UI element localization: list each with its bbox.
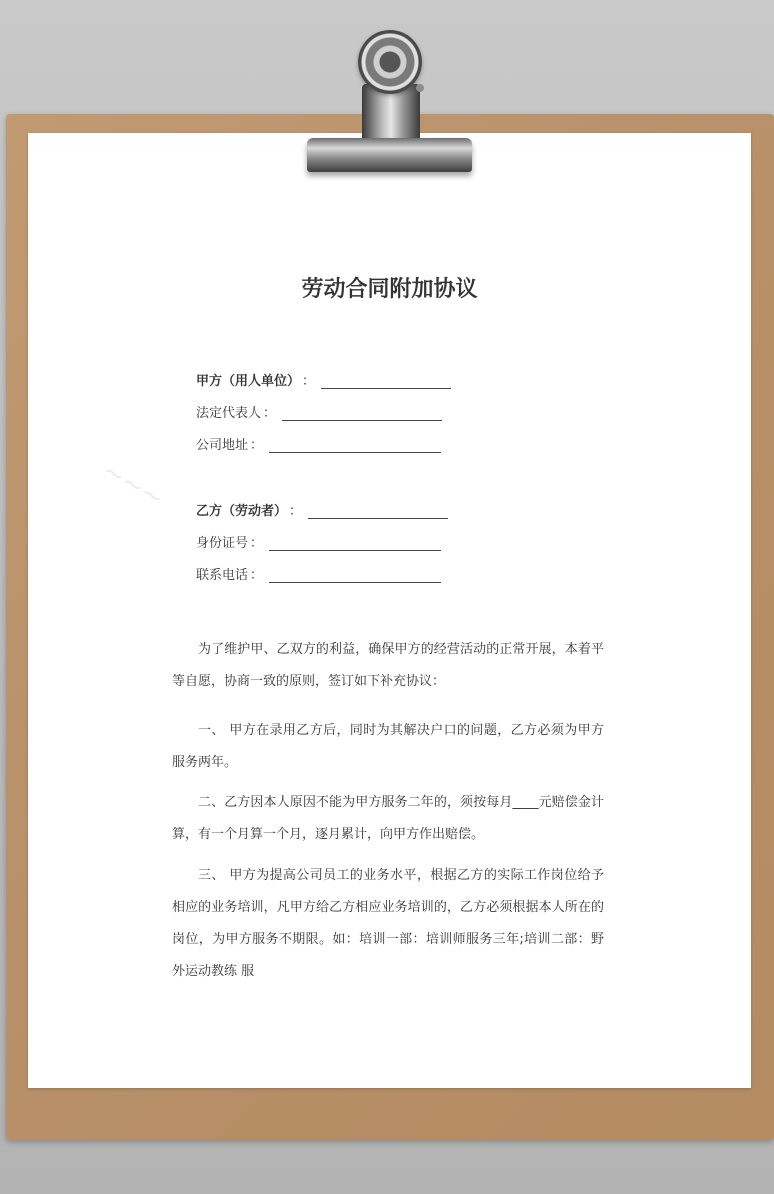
intro-paragraph: 为了维护甲、乙双方的利益，确保甲方的经营活动的正常开展，本着平等自愿，协商一致的原则，签订如下补充协议： bbox=[172, 642, 604, 689]
party-a-address-blank[interactable] bbox=[269, 438, 441, 453]
party-b-id-field bbox=[196, 532, 441, 551]
party-a-rep-blank[interactable] bbox=[282, 406, 442, 421]
document-title: 劳动合同附加协议 bbox=[301, 277, 478, 302]
party-a-rep-field bbox=[196, 402, 442, 421]
binder-clip bbox=[307, 138, 472, 172]
party-a-name-blank[interactable] bbox=[321, 374, 451, 389]
clip-pin bbox=[416, 84, 424, 92]
clause-3: 三、 甲方为提高公司员工的业务水平，根据乙方的实际工作岗位给予相应的业务培训，凡甲方给乙方相应业务培训的，乙方必须根据本人所在的岗位，为甲方服务不期限。如：培训一部：培训师服务三年;培训二部：野外运动教练 服 bbox=[172, 868, 604, 979]
party-b-name-label: 乙方（劳动者） bbox=[196, 504, 288, 519]
party-a-name-field bbox=[196, 370, 451, 389]
party-b-id-label: 身份证号 bbox=[196, 536, 249, 551]
party-b-phone-label: 联系电话 bbox=[196, 568, 249, 583]
party-a-address-label: 公司地址 bbox=[196, 438, 249, 453]
colon: ： bbox=[250, 568, 264, 583]
party-a-address-field bbox=[196, 434, 441, 453]
clause-2: 二、乙方因本人原因不能为甲方服务二年的，须按每月____元赔偿金计算，有一个月算一个月，逐月累计，向甲方作出赔偿。 bbox=[172, 795, 604, 842]
colon: ： bbox=[302, 374, 316, 389]
party-b-phone-blank[interactable] bbox=[269, 568, 441, 583]
party-b-id-blank[interactable] bbox=[269, 536, 441, 551]
party-a-rep-label: 法定代表人 bbox=[196, 406, 262, 421]
colon: ： bbox=[250, 536, 264, 551]
colon: ： bbox=[250, 438, 264, 453]
colon: ： bbox=[289, 504, 303, 519]
clause-1: 一、 甲方在录用乙方后，同时为其解决户口的问题，乙方必须为甲方服务两年。 bbox=[172, 723, 604, 770]
party-a-name-label: 甲方（用人单位） bbox=[196, 374, 301, 389]
party-b-name-blank[interactable] bbox=[308, 504, 448, 519]
party-b-name-field bbox=[196, 500, 448, 519]
clip-ring bbox=[358, 30, 422, 94]
party-b-phone-field bbox=[196, 564, 441, 583]
watermark: ~~~ bbox=[96, 455, 169, 515]
colon: ： bbox=[263, 406, 277, 421]
